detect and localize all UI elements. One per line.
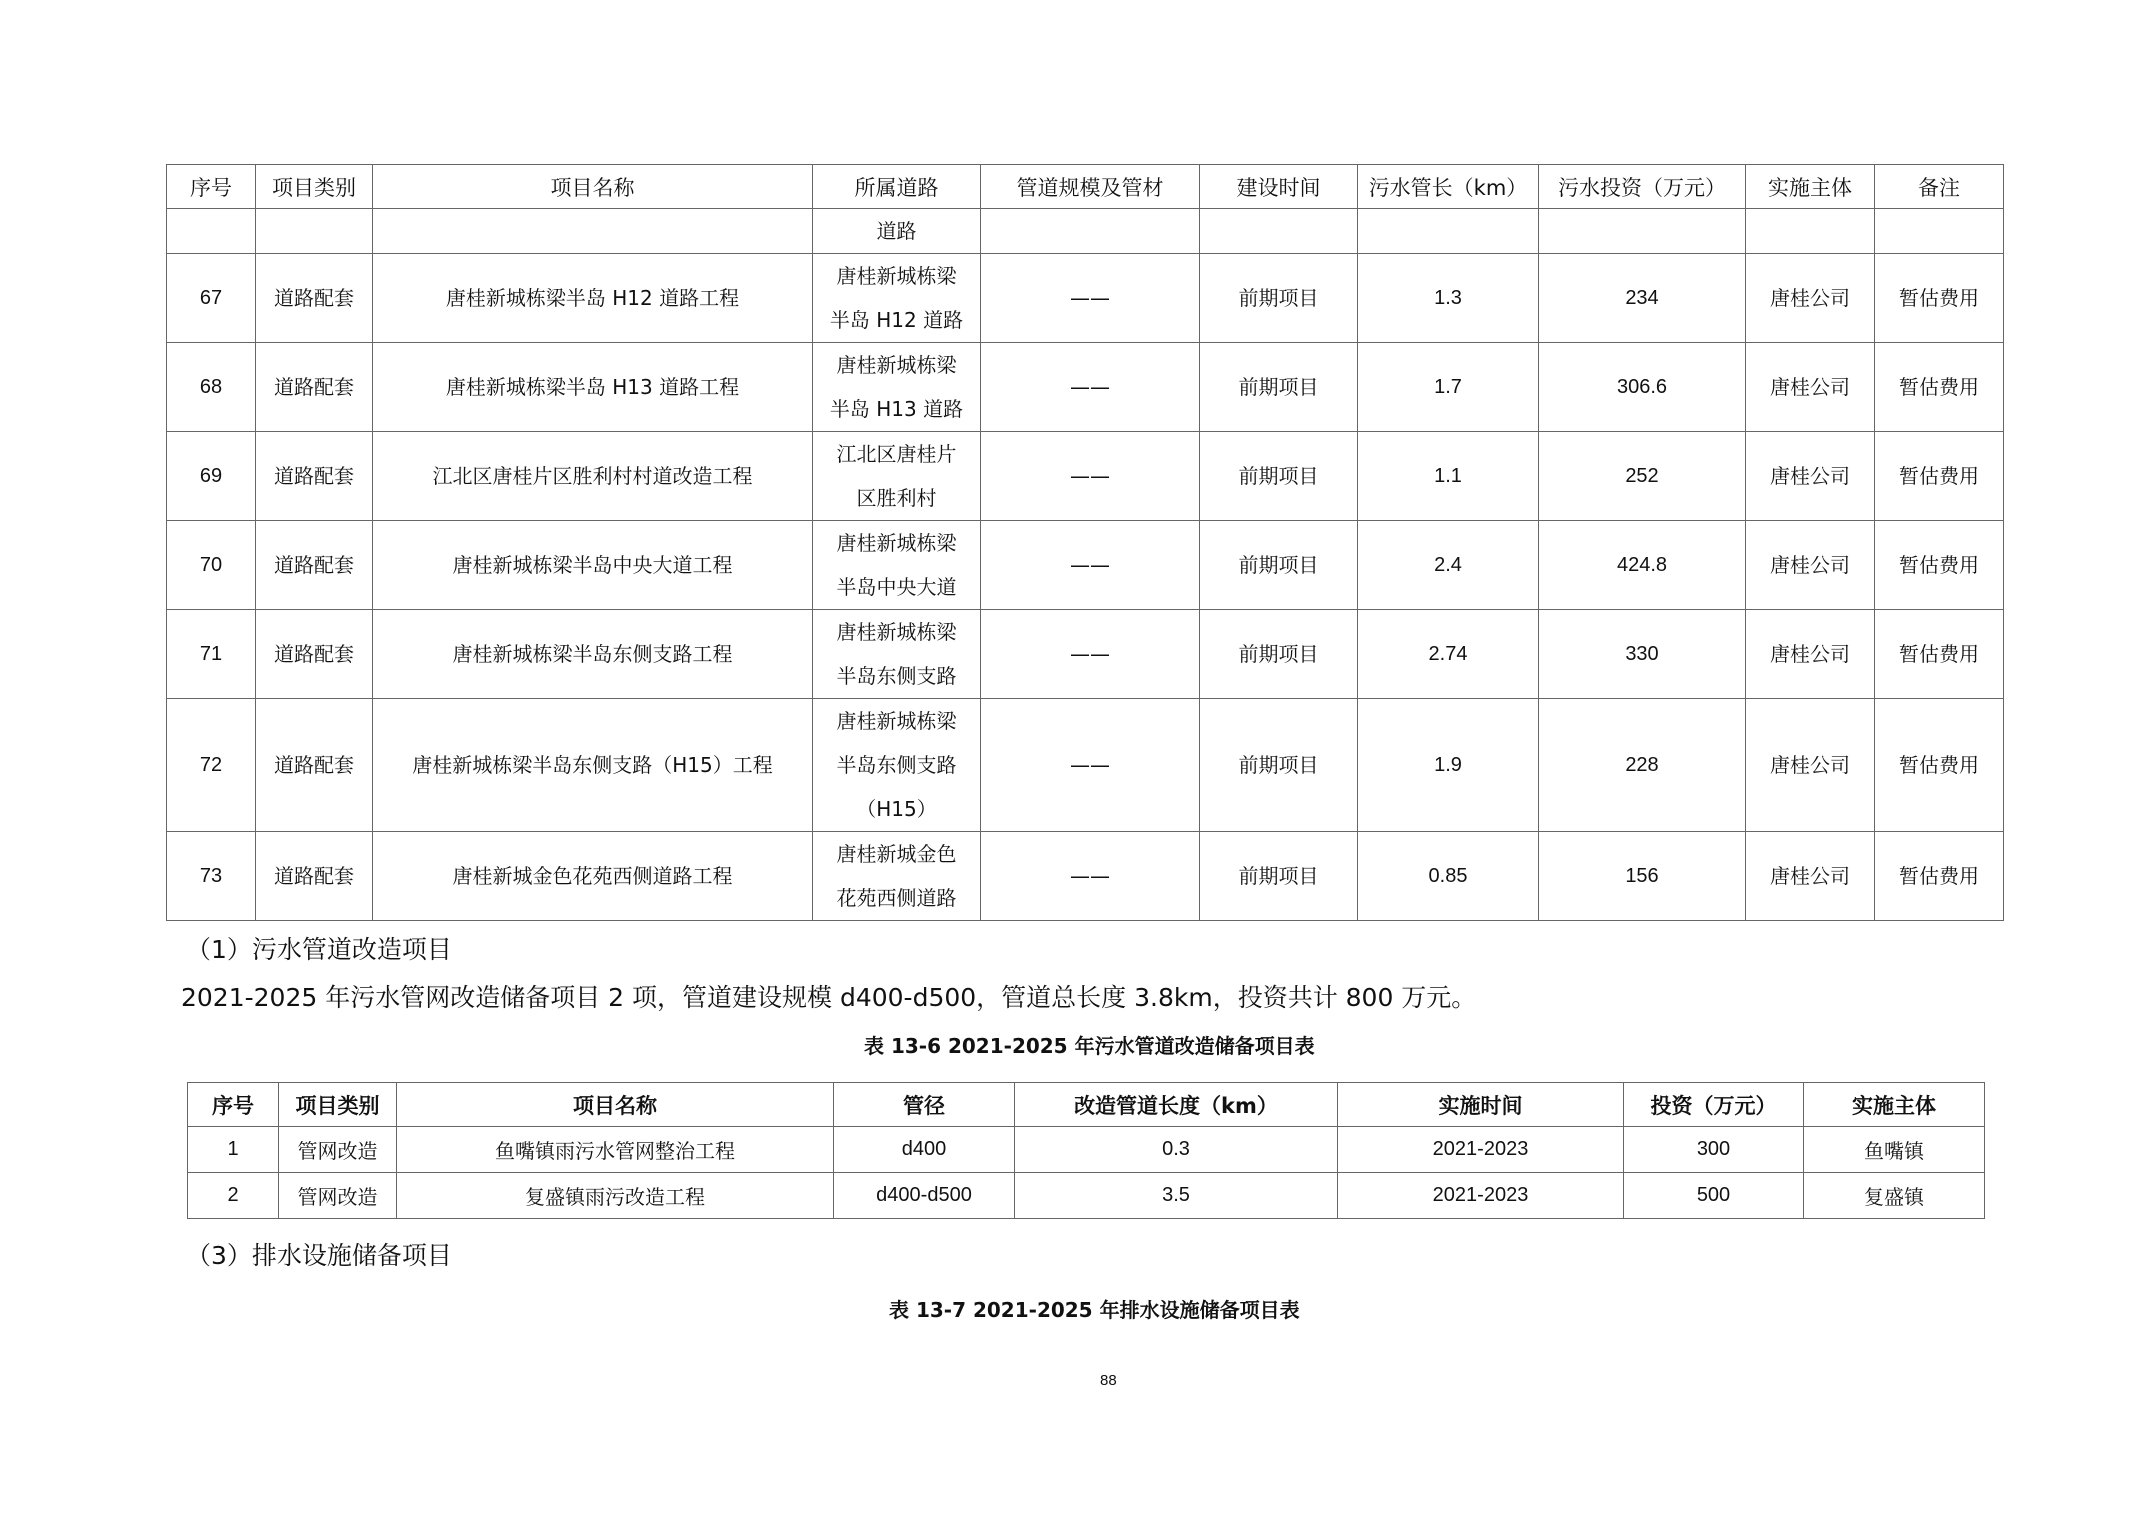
implementing-entity: 唐桂公司 — [1746, 432, 1875, 521]
road-name — [813, 343, 981, 432]
road-name-line: 唐桂新城栋梁 — [836, 353, 957, 377]
table-row — [167, 521, 2004, 610]
project-type: 道路配套 — [256, 699, 373, 832]
row-number: 72 — [167, 699, 256, 832]
sewer-length: 1.3 — [1358, 254, 1539, 343]
project-name: 唐桂新城金色花苑西侧道路工程 — [373, 832, 813, 921]
implementing-entity: 唐桂公司 — [1746, 610, 1875, 699]
header-cell: 改造管道长度（km） — [1015, 1083, 1338, 1127]
project-name: 唐桂新城栋梁半岛 H13 道路工程 — [373, 343, 813, 432]
project-name: 唐桂新城栋梁半岛东侧支路工程 — [373, 610, 813, 699]
row-number: 71 — [167, 610, 256, 699]
implementing-entity: 唐桂公司 — [1746, 343, 1875, 432]
row-number: 67 — [167, 254, 256, 343]
project-type: 道路配套 — [256, 254, 373, 343]
project-name: 江北区唐桂片区胜利村村道改造工程 — [373, 432, 813, 521]
implementing-entity: 唐桂公司 — [1746, 832, 1875, 921]
section1-paragraph: 2021-2025 年污水管网改造储备项目 2 项，管道建设规模 d400-d500，管道总长度 3.8km，投资共计 800 万元。 — [181, 983, 1477, 1012]
sewer-investment: 306.6 — [1539, 343, 1746, 432]
road-name — [813, 610, 981, 699]
implementing-entity: 复盛镇 — [1804, 1173, 1985, 1219]
project-type: 道路配套 — [256, 832, 373, 921]
project-type: 管网改造 — [279, 1127, 397, 1173]
row-number: 2 — [188, 1173, 279, 1219]
build-time: 前期项目 — [1200, 521, 1358, 610]
road-name-line: 区胜利村 — [856, 486, 937, 510]
implementing-entity: 唐桂公司 — [1746, 521, 1875, 610]
table-row — [167, 343, 2004, 432]
pipe-diameter: d400-d500 — [834, 1173, 1015, 1219]
project-name: 唐桂新城栋梁半岛 H12 道路工程 — [373, 254, 813, 343]
road-name — [813, 432, 981, 521]
sewer-investment: 228 — [1539, 699, 1746, 832]
implementation-time: 2021-2023 — [1338, 1127, 1624, 1173]
remark: 暂估费用 — [1875, 832, 2004, 921]
header-cell: 序号 — [167, 165, 256, 209]
road-name — [813, 832, 981, 921]
road-name-line: 江北区唐桂片 — [836, 442, 957, 466]
road-name-line: 半岛 H13 道路 — [829, 397, 964, 421]
table-row — [167, 832, 2004, 921]
project-name: 唐桂新城栋梁半岛东侧支路（H15）工程 — [373, 699, 813, 832]
sewer-length: 1.9 — [1358, 699, 1539, 832]
road-name-line: 花苑西侧道路 — [836, 886, 957, 910]
remark: 暂估费用 — [1875, 699, 2004, 832]
road-name — [813, 521, 981, 610]
header-cell: 污水投资（万元） — [1539, 165, 1746, 209]
implementing-entity: 唐桂公司 — [1746, 254, 1875, 343]
sewer-investment: 156 — [1539, 832, 1746, 921]
project-type: 管网改造 — [279, 1173, 397, 1219]
remark: 暂估费用 — [1875, 343, 2004, 432]
sewer-investment: 234 — [1539, 254, 1746, 343]
pipe-scale: —— — [981, 610, 1200, 699]
table-row — [167, 699, 2004, 832]
sewer-renovation-table — [187, 1082, 1985, 1219]
project-type: 道路配套 — [256, 610, 373, 699]
header-cell: 项目名称 — [397, 1083, 834, 1127]
build-time: 前期项目 — [1200, 254, 1358, 343]
table-row — [188, 1173, 1985, 1219]
road-project-table — [166, 164, 2004, 921]
table-row — [167, 254, 2004, 343]
sewer-length: 1.1 — [1358, 432, 1539, 521]
project-name: 唐桂新城栋梁半岛中央大道工程 — [373, 521, 813, 610]
section1-heading: （1）污水管道改造项目 — [186, 935, 452, 964]
road-name — [813, 699, 981, 832]
build-time: 前期项目 — [1200, 343, 1358, 432]
build-time: 前期项目 — [1200, 432, 1358, 521]
road-name-line: 半岛东侧支路 — [836, 753, 957, 777]
table-row — [188, 1127, 1985, 1173]
row-number: 69 — [167, 432, 256, 521]
road-name-line: 半岛东侧支路 — [836, 664, 957, 688]
road-name-line: 唐桂新城金色 — [836, 842, 957, 866]
remark: 暂估费用 — [1875, 254, 2004, 343]
page-number: 88 — [1100, 1372, 1117, 1389]
build-time: 前期项目 — [1200, 699, 1358, 832]
pipe-scale: —— — [981, 521, 1200, 610]
remark: 暂估费用 — [1875, 521, 2004, 610]
pipe-scale: —— — [981, 343, 1200, 432]
sewer-investment: 424.8 — [1539, 521, 1746, 610]
remark: 暂估费用 — [1875, 432, 2004, 521]
investment: 300 — [1624, 1127, 1804, 1173]
row-number: 1 — [188, 1127, 279, 1173]
sewer-length: 0.85 — [1358, 832, 1539, 921]
road-name-line: 半岛 H12 道路 — [829, 308, 964, 332]
continued-road-cell: 道路 — [813, 209, 981, 254]
table-row — [167, 432, 2004, 521]
table2-caption: 表 13-6 2021-2025 年污水管道改造储备项目表 — [864, 1034, 1315, 1058]
header-cell: 投资（万元） — [1624, 1083, 1804, 1127]
header-cell: 项目类别 — [279, 1083, 397, 1127]
table-header-row — [167, 165, 2004, 209]
renovation-length: 3.5 — [1015, 1173, 1338, 1219]
sewer-investment: 252 — [1539, 432, 1746, 521]
implementing-entity: 唐桂公司 — [1746, 699, 1875, 832]
pipe-diameter: d400 — [834, 1127, 1015, 1173]
header-cell: 所属道路 — [813, 165, 981, 209]
header-cell: 备注 — [1875, 165, 2004, 209]
implementation-time: 2021-2023 — [1338, 1173, 1624, 1219]
project-type: 道路配套 — [256, 432, 373, 521]
pipe-scale: —— — [981, 699, 1200, 832]
pipe-scale: —— — [981, 832, 1200, 921]
sewer-investment: 330 — [1539, 610, 1746, 699]
header-cell: 建设时间 — [1200, 165, 1358, 209]
sewer-length: 2.4 — [1358, 521, 1539, 610]
header-cell: 项目名称 — [373, 165, 813, 209]
header-cell: 实施主体 — [1746, 165, 1875, 209]
header-cell: 管道规模及管材 — [981, 165, 1200, 209]
project-type: 道路配套 — [256, 343, 373, 432]
row-number: 73 — [167, 832, 256, 921]
sewer-length: 1.7 — [1358, 343, 1539, 432]
header-cell: 污水管长（km） — [1358, 165, 1539, 209]
row-number: 70 — [167, 521, 256, 610]
header-cell: 管径 — [834, 1083, 1015, 1127]
pipe-scale: —— — [981, 254, 1200, 343]
header-cell: 序号 — [188, 1083, 279, 1127]
investment: 500 — [1624, 1173, 1804, 1219]
section3-heading: （3）排水设施储备项目 — [186, 1241, 452, 1270]
remark: 暂估费用 — [1875, 610, 2004, 699]
project-name: 复盛镇雨污改造工程 — [397, 1173, 834, 1219]
header-cell: 实施时间 — [1338, 1083, 1624, 1127]
build-time: 前期项目 — [1200, 610, 1358, 699]
build-time: 前期项目 — [1200, 832, 1358, 921]
road-name-line: 唐桂新城栋梁 — [836, 264, 957, 288]
row-number: 68 — [167, 343, 256, 432]
road-name-line: 半岛中央大道 — [836, 575, 957, 599]
road-name — [813, 254, 981, 343]
table-row — [167, 610, 2004, 699]
continuation-row — [167, 209, 2004, 254]
header-cell: 项目类别 — [256, 165, 373, 209]
project-name: 鱼嘴镇雨污水管网整治工程 — [397, 1127, 834, 1173]
renovation-length: 0.3 — [1015, 1127, 1338, 1173]
sewer-length: 2.74 — [1358, 610, 1539, 699]
table-header-row — [188, 1083, 1985, 1127]
road-name-line: 唐桂新城栋梁 — [836, 709, 957, 733]
road-name-line: （H15） — [856, 797, 937, 821]
road-name-line: 唐桂新城栋梁 — [836, 531, 957, 555]
implementing-entity: 鱼嘴镇 — [1804, 1127, 1985, 1173]
header-cell: 实施主体 — [1804, 1083, 1985, 1127]
pipe-scale: —— — [981, 432, 1200, 521]
project-type: 道路配套 — [256, 521, 373, 610]
road-name-line: 唐桂新城栋梁 — [836, 620, 957, 644]
table3-caption: 表 13-7 2021-2025 年排水设施储备项目表 — [889, 1298, 1300, 1322]
